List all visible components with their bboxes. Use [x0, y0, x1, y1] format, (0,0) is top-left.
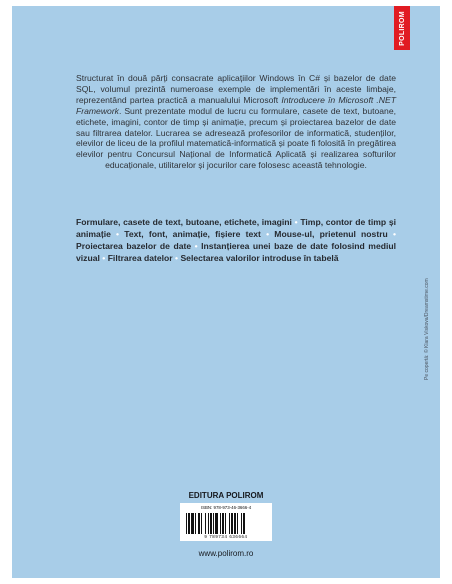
barcode-bar	[222, 513, 224, 534]
topic-item: Instanțierea unei baze de date folosind mediul vizual	[76, 241, 396, 263]
barcode-icon	[186, 513, 266, 534]
logo-text: POLIROM	[398, 10, 406, 46]
barcode-bar	[213, 513, 214, 534]
barcode-bar	[188, 513, 190, 534]
topic-item: Filtrarea datelor	[107, 253, 173, 263]
description-text-part1: Structurat în două părți consacrate aplicațiilor Windows în C# și bazelor de date SQL, volumul prezintă numeroase exemple de implementări în aceste limbaje, reprezentând partea practică a manualului Microsoft	[76, 73, 396, 105]
publisher-website: www.polirom.ro	[198, 549, 254, 558]
barcode-bar	[243, 513, 245, 534]
barcode-bar	[208, 513, 209, 534]
topic-separator: •	[191, 241, 202, 251]
barcode-bar	[237, 513, 238, 534]
description-book-title: Introducere în Microsoft .NET Framework	[76, 94, 396, 116]
topic-separator: •	[110, 229, 125, 239]
barcode-bar	[225, 513, 226, 534]
topic-separator: •	[387, 229, 396, 239]
barcode-bar	[195, 513, 196, 534]
topic-separator: •	[99, 253, 108, 263]
barcode-bar	[201, 513, 202, 534]
topic-item: Text, font, animație, fișiere text	[124, 229, 261, 239]
topic-item: Selectarea valorilor introduse în tabelă	[180, 253, 339, 263]
topic-item: Mouse-ul, prietenul nostru	[274, 229, 388, 239]
description-text-part2: . Sunt prezentate modul de lucru cu formulare, casete de text, butoane, etichete, imagini, contor de timp și animație, precum și proiectarea bazelor de date sau filtrarea datelor. Lucrarea se adresează profesorilor de informatică, studenților, elevilor de liceu de la profilul matematică-informatică și poate fi folosită în pregătirea elevilor pentru Concursul Național de Informatică Aplicată și realizarea softurilor educaționale, utilitarelor și jocurilor care folosesc această tehnologie.	[76, 105, 396, 171]
polirom-logo	[394, 6, 410, 50]
barcode-bar	[186, 513, 187, 534]
topic-item: Timp, contor de timp și animație	[76, 217, 396, 239]
barcode-bar	[205, 513, 206, 534]
contents-topics	[76, 216, 396, 264]
topic-separator: •	[260, 229, 275, 239]
publisher-name: EDITURA POLIROM	[188, 491, 264, 500]
barcode-bar	[234, 513, 236, 534]
photo-credit: Pe copertă: © Klara Viskova/Dreamstime.com	[424, 278, 430, 380]
topic-item: Formulare, casete de text, butoane, etichete, imagini	[76, 217, 292, 227]
book-description	[76, 73, 396, 171]
barcode-bar	[220, 513, 221, 534]
topic-separator: •	[291, 217, 301, 227]
barcode-bar	[210, 513, 212, 534]
barcode-bar	[231, 513, 233, 534]
barcode-bar	[215, 513, 218, 534]
barcode-bar	[229, 513, 230, 534]
barcode-digits: 9 789734 636664	[204, 534, 248, 539]
barcode-bar	[198, 513, 200, 534]
topic-separator: •	[172, 253, 181, 263]
barcode-bar	[241, 513, 242, 534]
isbn-number: ISBN: 978-973-46-3666-4	[200, 505, 252, 510]
topic-item: Proiectarea bazelor de date	[76, 241, 192, 251]
isbn-barcode-block	[180, 503, 272, 541]
barcode-bar	[191, 513, 194, 534]
